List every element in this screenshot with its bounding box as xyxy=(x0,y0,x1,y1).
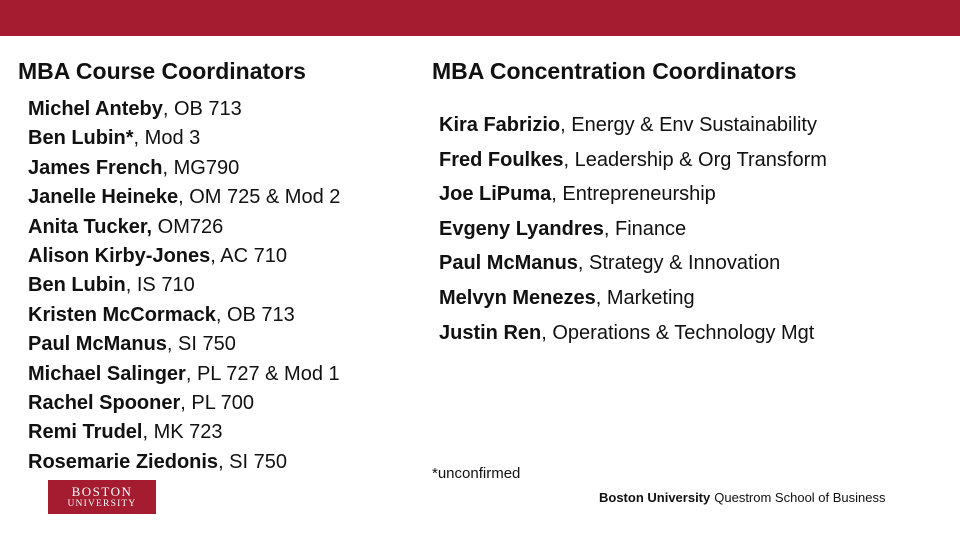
coordinator-entry xyxy=(439,212,827,247)
logo-word-university: UNIVERSITY xyxy=(67,498,137,509)
coordinator-name: James French xyxy=(28,156,163,179)
coordinator-name: Rachel Spooner xyxy=(28,391,181,414)
coordinator-name: Fred Foulkes xyxy=(439,148,564,171)
coordinator-name: Justin Ren xyxy=(439,321,542,344)
logo-word-boston: BOSTON xyxy=(71,483,133,499)
coordinator-detail: , Entrepreneurship xyxy=(551,183,716,206)
coordinator-entry xyxy=(439,281,827,316)
coordinator-detail: , MG790 xyxy=(162,156,240,179)
coordinator-name: Kristen McCormack xyxy=(28,303,216,326)
footer-brand-university: Boston University xyxy=(599,490,711,505)
coordinator-detail: , Finance xyxy=(603,217,687,240)
coordinator-name: Joe LiPuma xyxy=(439,183,552,206)
coordinator-entry xyxy=(28,418,340,447)
coordinator-entry xyxy=(28,242,340,271)
footer-brand xyxy=(599,490,886,505)
coordinator-entry xyxy=(28,448,340,477)
coordinator-name: Paul McManus xyxy=(439,252,578,275)
boston-university-logo xyxy=(48,480,156,514)
coordinator-detail: , OM 725 & Mod 2 xyxy=(178,186,341,209)
course-coordinators-list xyxy=(28,95,340,477)
coordinator-entry xyxy=(28,124,340,153)
coordinator-entry xyxy=(28,183,340,212)
coordinator-name: Rosemarie Ziedonis xyxy=(28,450,219,473)
coordinator-name: Paul McManus xyxy=(28,333,167,356)
coordinator-detail: , SI 750 xyxy=(218,450,287,473)
coordinator-detail: , MK 723 xyxy=(142,421,223,444)
coordinator-entry xyxy=(28,301,340,330)
coordinator-name: Remi Trudel xyxy=(28,421,143,444)
coordinator-entry xyxy=(439,108,827,143)
course-coordinators-heading: MBA Course Coordinators xyxy=(18,58,306,84)
coordinator-detail: , Leadership & Org Transform xyxy=(563,148,827,171)
coordinator-entry xyxy=(28,213,340,242)
coordinator-name: Janelle Heineke xyxy=(28,186,179,209)
coordinator-entry xyxy=(28,360,340,389)
coordinator-detail: , Marketing xyxy=(595,286,695,309)
coordinator-entry xyxy=(28,95,340,124)
coordinator-entry xyxy=(28,154,340,183)
coordinator-detail: OM726 xyxy=(152,215,224,238)
coordinator-detail: , OB 713 xyxy=(162,98,242,120)
coordinator-name: Alison Kirby-Jones xyxy=(28,244,211,267)
coordinator-entry xyxy=(439,143,827,178)
coordinator-detail: , PL 700 xyxy=(180,391,255,414)
coordinator-detail: , IS 710 xyxy=(125,274,195,297)
coordinator-name: Anita Tucker, xyxy=(28,215,153,238)
coordinator-detail: , Mod 3 xyxy=(133,127,201,150)
top-accent-bar xyxy=(0,0,960,36)
coordinator-name: Michael Salinger xyxy=(28,362,186,385)
coordinator-detail: , SI 750 xyxy=(166,333,236,356)
concentration-coordinators-list xyxy=(439,108,827,350)
coordinator-detail: , AC 710 xyxy=(210,244,287,267)
footnote: *unconfirmed xyxy=(432,465,521,482)
footer-brand-school: Questrom School of Business xyxy=(714,490,886,505)
coordinator-entry xyxy=(28,330,340,359)
coordinator-name: Melvyn Menezes xyxy=(439,286,596,309)
coordinator-detail: , Strategy & Innovation xyxy=(577,252,781,275)
coordinator-entry xyxy=(439,177,827,212)
coordinator-detail: , PL 727 & Mod 1 xyxy=(185,362,340,385)
coordinator-entry xyxy=(28,271,340,300)
coordinator-entry xyxy=(28,389,340,418)
coordinator-name: Ben Lubin* xyxy=(28,127,134,150)
coordinator-detail: , OB 713 xyxy=(215,303,295,326)
coordinator-detail: , Operations & Technology Mgt xyxy=(541,321,815,344)
coordinator-entry xyxy=(439,246,827,281)
coordinator-name: Ben Lubin xyxy=(28,274,126,297)
coordinator-name: Evgeny Lyandres xyxy=(439,217,604,240)
concentration-coordinators-heading: MBA Concentration Coordinators xyxy=(432,58,797,84)
coordinator-detail: , Energy & Env Sustainability xyxy=(560,114,817,136)
coordinator-name: Michel Anteby xyxy=(28,98,163,120)
coordinator-name: Kira Fabrizio xyxy=(439,114,561,136)
coordinator-entry xyxy=(439,316,827,351)
